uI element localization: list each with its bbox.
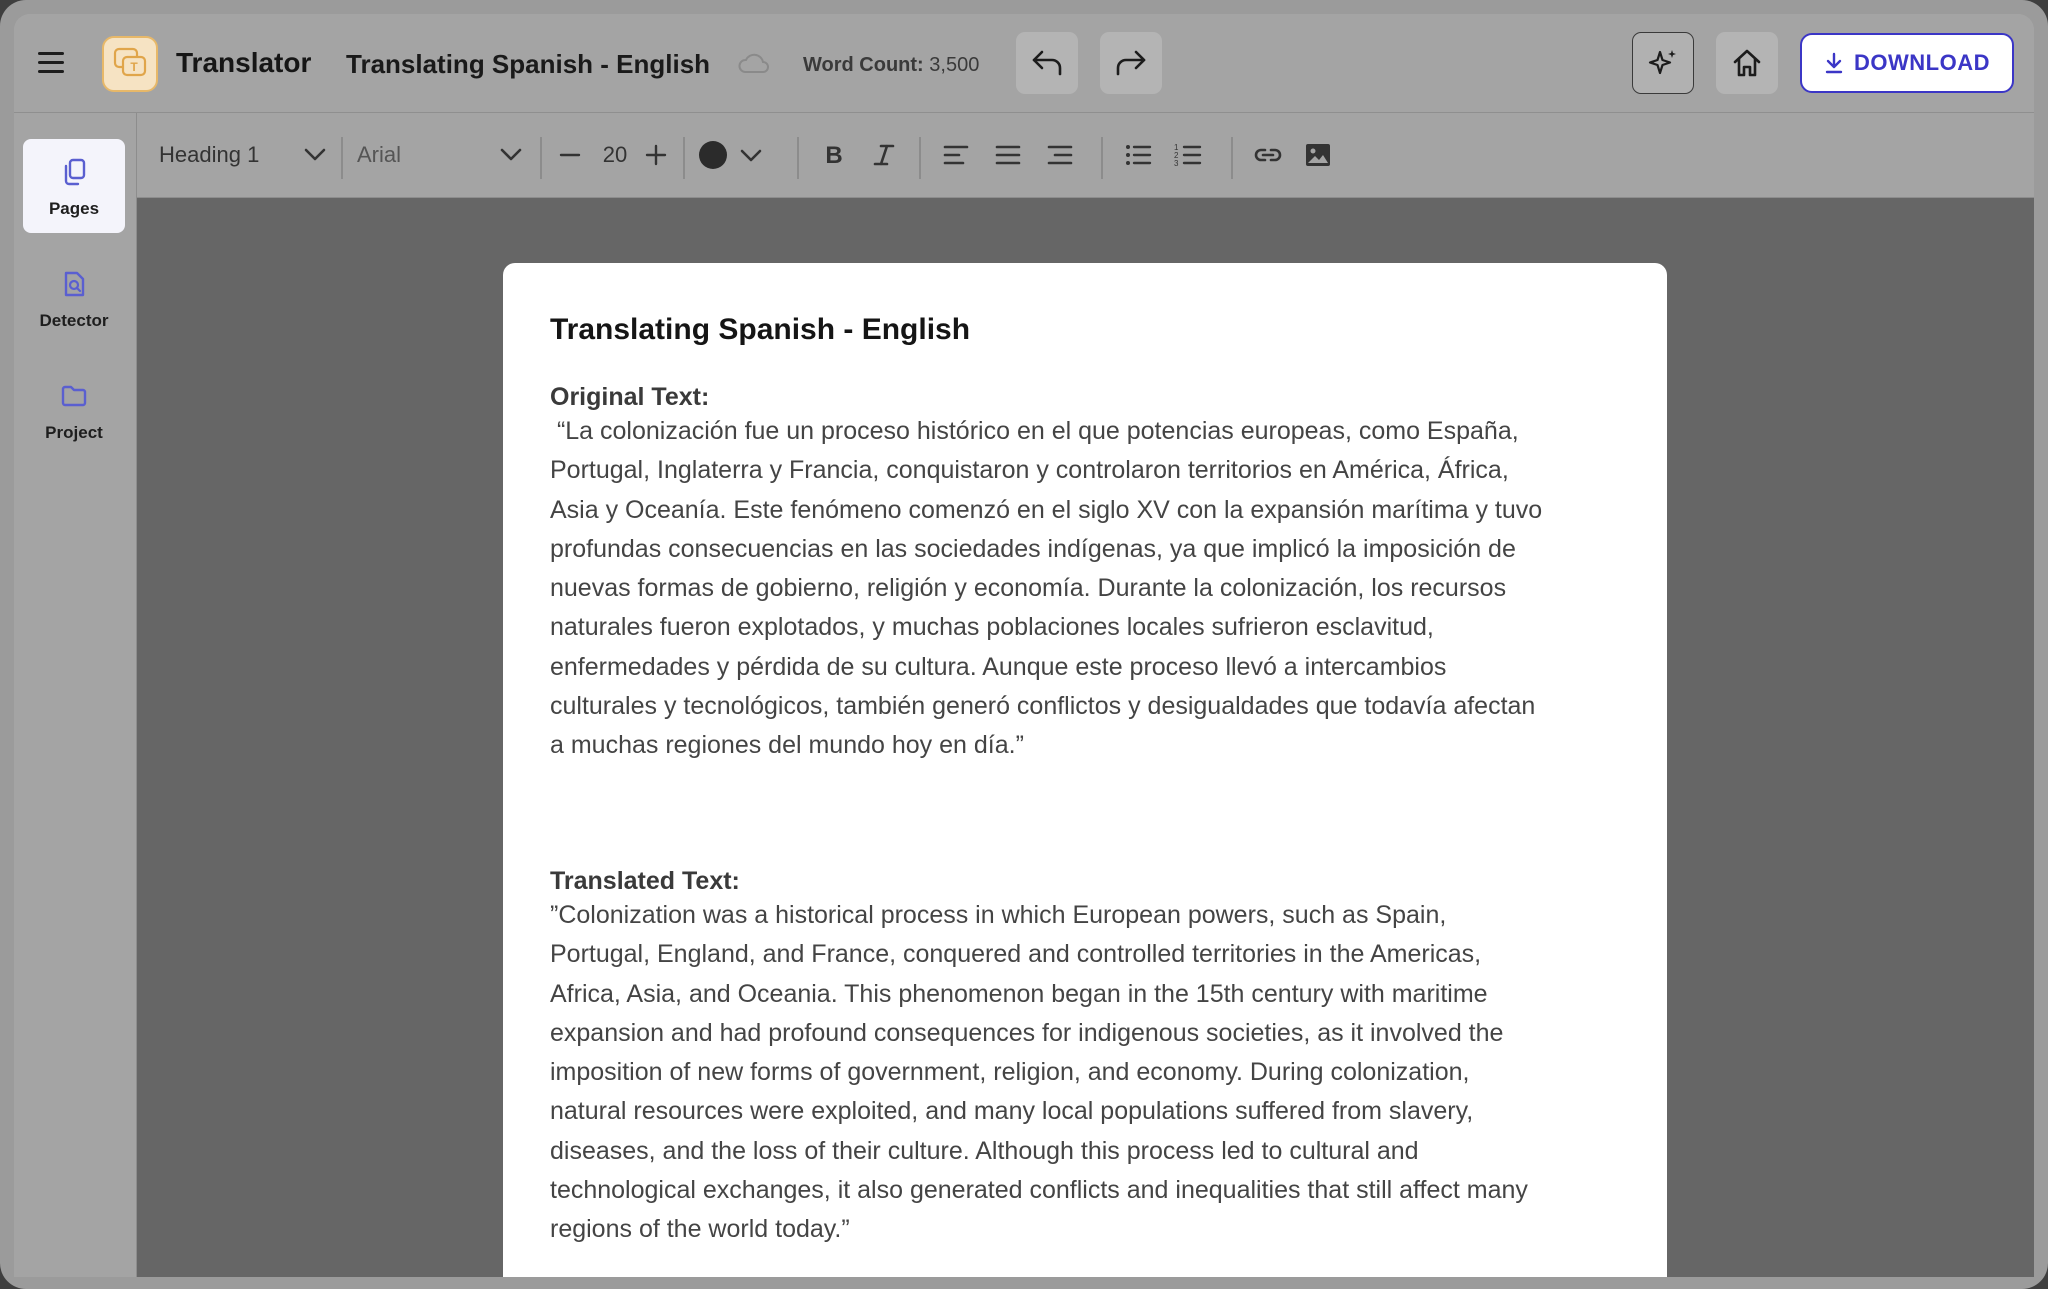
undo-icon xyxy=(1030,48,1064,78)
font-family-select[interactable] xyxy=(357,113,537,197)
divider xyxy=(341,137,343,179)
decrease-font-size-icon[interactable] xyxy=(555,140,585,170)
increase-font-size-icon[interactable] xyxy=(641,140,671,170)
color-swatch xyxy=(699,141,727,169)
app-name: Translator xyxy=(176,47,312,78)
italic-icon[interactable] xyxy=(869,140,899,170)
word-count-label: Word Count: xyxy=(803,54,924,76)
app-window xyxy=(14,14,2034,1277)
align-right-icon[interactable] xyxy=(1045,140,1075,170)
translated-text-body[interactable]: ”Colonization was a historical process in which European powers, such as Spain, Portugal, England, and France, conquered and controlled territories in the Americas, Africa, Asia, and Oceania. This phenomenon began in the 15th century with maritime expansion and had profound consequences for indigenous societies, as it involved the imposition of new forms of government, religion, and economy. During colonization, natural resources were exploited, and many local populations suffered from slavery, diseases, and the loss of their culture. Although this process led to cultural and technological exchanges, it also generated conflicts and inequalities that still affect many regions of the world today.” xyxy=(550,901,1528,1244)
bold-icon[interactable] xyxy=(819,140,849,170)
text-style-select[interactable] xyxy=(159,113,329,197)
app-logo xyxy=(102,36,158,92)
sidebar-item-pages[interactable] xyxy=(23,139,125,233)
cloud-sync-icon xyxy=(736,50,772,78)
svg-text:T: T xyxy=(130,60,138,74)
original-text-label[interactable]: Original Text: xyxy=(550,383,710,411)
page-title[interactable]: Translating Spanish - English xyxy=(550,313,971,346)
undo-button[interactable] xyxy=(1016,32,1078,94)
sidebar-item-project[interactable] xyxy=(23,363,125,457)
original-text-body[interactable]: “La colonización fue un proceso histórico en el que potencias europeas, como España, Portugal, Inglaterra y Francia, conquistaron y controlaron territorios en América, África, Asia y Oceanía. Este fenómeno comenzó en el siglo XV con la expansión marítima y tuvo profundas consecuencias en las sociedades indígenas, ya que implicó la imposición de nuevas formas de gobierno, religión y economía. Durante la colonización, los recursos naturales fueron explotados, y muchas poblaciones locales sufrieron esclavitud, enfermedades y pérdida de su cultura. Aunque este proceso llevó a intercambios culturales y tecnológicos, también generó conflictos y desigualdades que todavía afectan a muchas regiones del mundo hoy en día.” xyxy=(550,417,1543,760)
home-icon xyxy=(1731,47,1763,79)
sparkle-icon xyxy=(1646,46,1680,80)
chevron-down-icon xyxy=(499,145,523,165)
document-page[interactable] xyxy=(503,263,1667,1277)
document-canvas[interactable] xyxy=(137,198,2034,1277)
image-icon[interactable] xyxy=(1303,140,1333,170)
divider xyxy=(540,137,542,179)
ai-assist-button[interactable] xyxy=(1632,32,1694,94)
align-center-icon[interactable] xyxy=(993,140,1023,170)
bullet-list-icon[interactable] xyxy=(1123,140,1153,170)
chat-translate-icon xyxy=(104,38,156,90)
chevron-down-icon xyxy=(739,146,763,166)
sidebar-item-label: Project xyxy=(45,423,103,442)
divider xyxy=(1101,137,1103,179)
download-icon xyxy=(1824,52,1844,74)
formatting-toolbar xyxy=(137,113,2034,198)
document-title[interactable]: Translating Spanish - English xyxy=(346,49,711,79)
align-left-icon[interactable] xyxy=(941,140,971,170)
home-button[interactable] xyxy=(1716,32,1778,94)
svg-text:3: 3 xyxy=(1174,159,1179,168)
top-bar xyxy=(14,14,2034,113)
font-size-value[interactable]: 20 xyxy=(602,142,628,167)
document-search-icon xyxy=(60,269,88,299)
menu-icon[interactable] xyxy=(38,52,64,74)
download-button[interactable] xyxy=(1800,33,2014,93)
font-family-value: Arial xyxy=(357,142,402,167)
folder-icon xyxy=(60,381,88,411)
translated-text-label[interactable]: Translated Text: xyxy=(550,867,740,895)
svg-text:1: 1 xyxy=(1174,143,1179,152)
svg-text:2: 2 xyxy=(1174,151,1179,160)
divider xyxy=(683,137,685,179)
numbered-list-icon[interactable] xyxy=(1173,140,1203,170)
word-count xyxy=(803,54,979,77)
sidebar-item-label: Detector xyxy=(39,311,109,330)
divider xyxy=(797,137,799,179)
pages-icon xyxy=(60,157,88,187)
chevron-down-icon xyxy=(303,145,327,165)
text-color-picker[interactable] xyxy=(697,139,767,171)
link-icon[interactable] xyxy=(1253,140,1283,170)
svg-text:B: B xyxy=(825,142,843,169)
redo-icon xyxy=(1114,48,1148,78)
word-count-value: 3,500 xyxy=(929,54,980,76)
divider xyxy=(1231,137,1233,179)
download-label: DOWNLOAD xyxy=(1854,50,1990,75)
text-style-value: Heading 1 xyxy=(159,142,260,167)
sidebar xyxy=(14,113,137,1277)
sidebar-item-detector[interactable] xyxy=(23,251,125,345)
redo-button[interactable] xyxy=(1100,32,1162,94)
divider xyxy=(919,137,921,179)
sidebar-item-label: Pages xyxy=(48,199,100,218)
